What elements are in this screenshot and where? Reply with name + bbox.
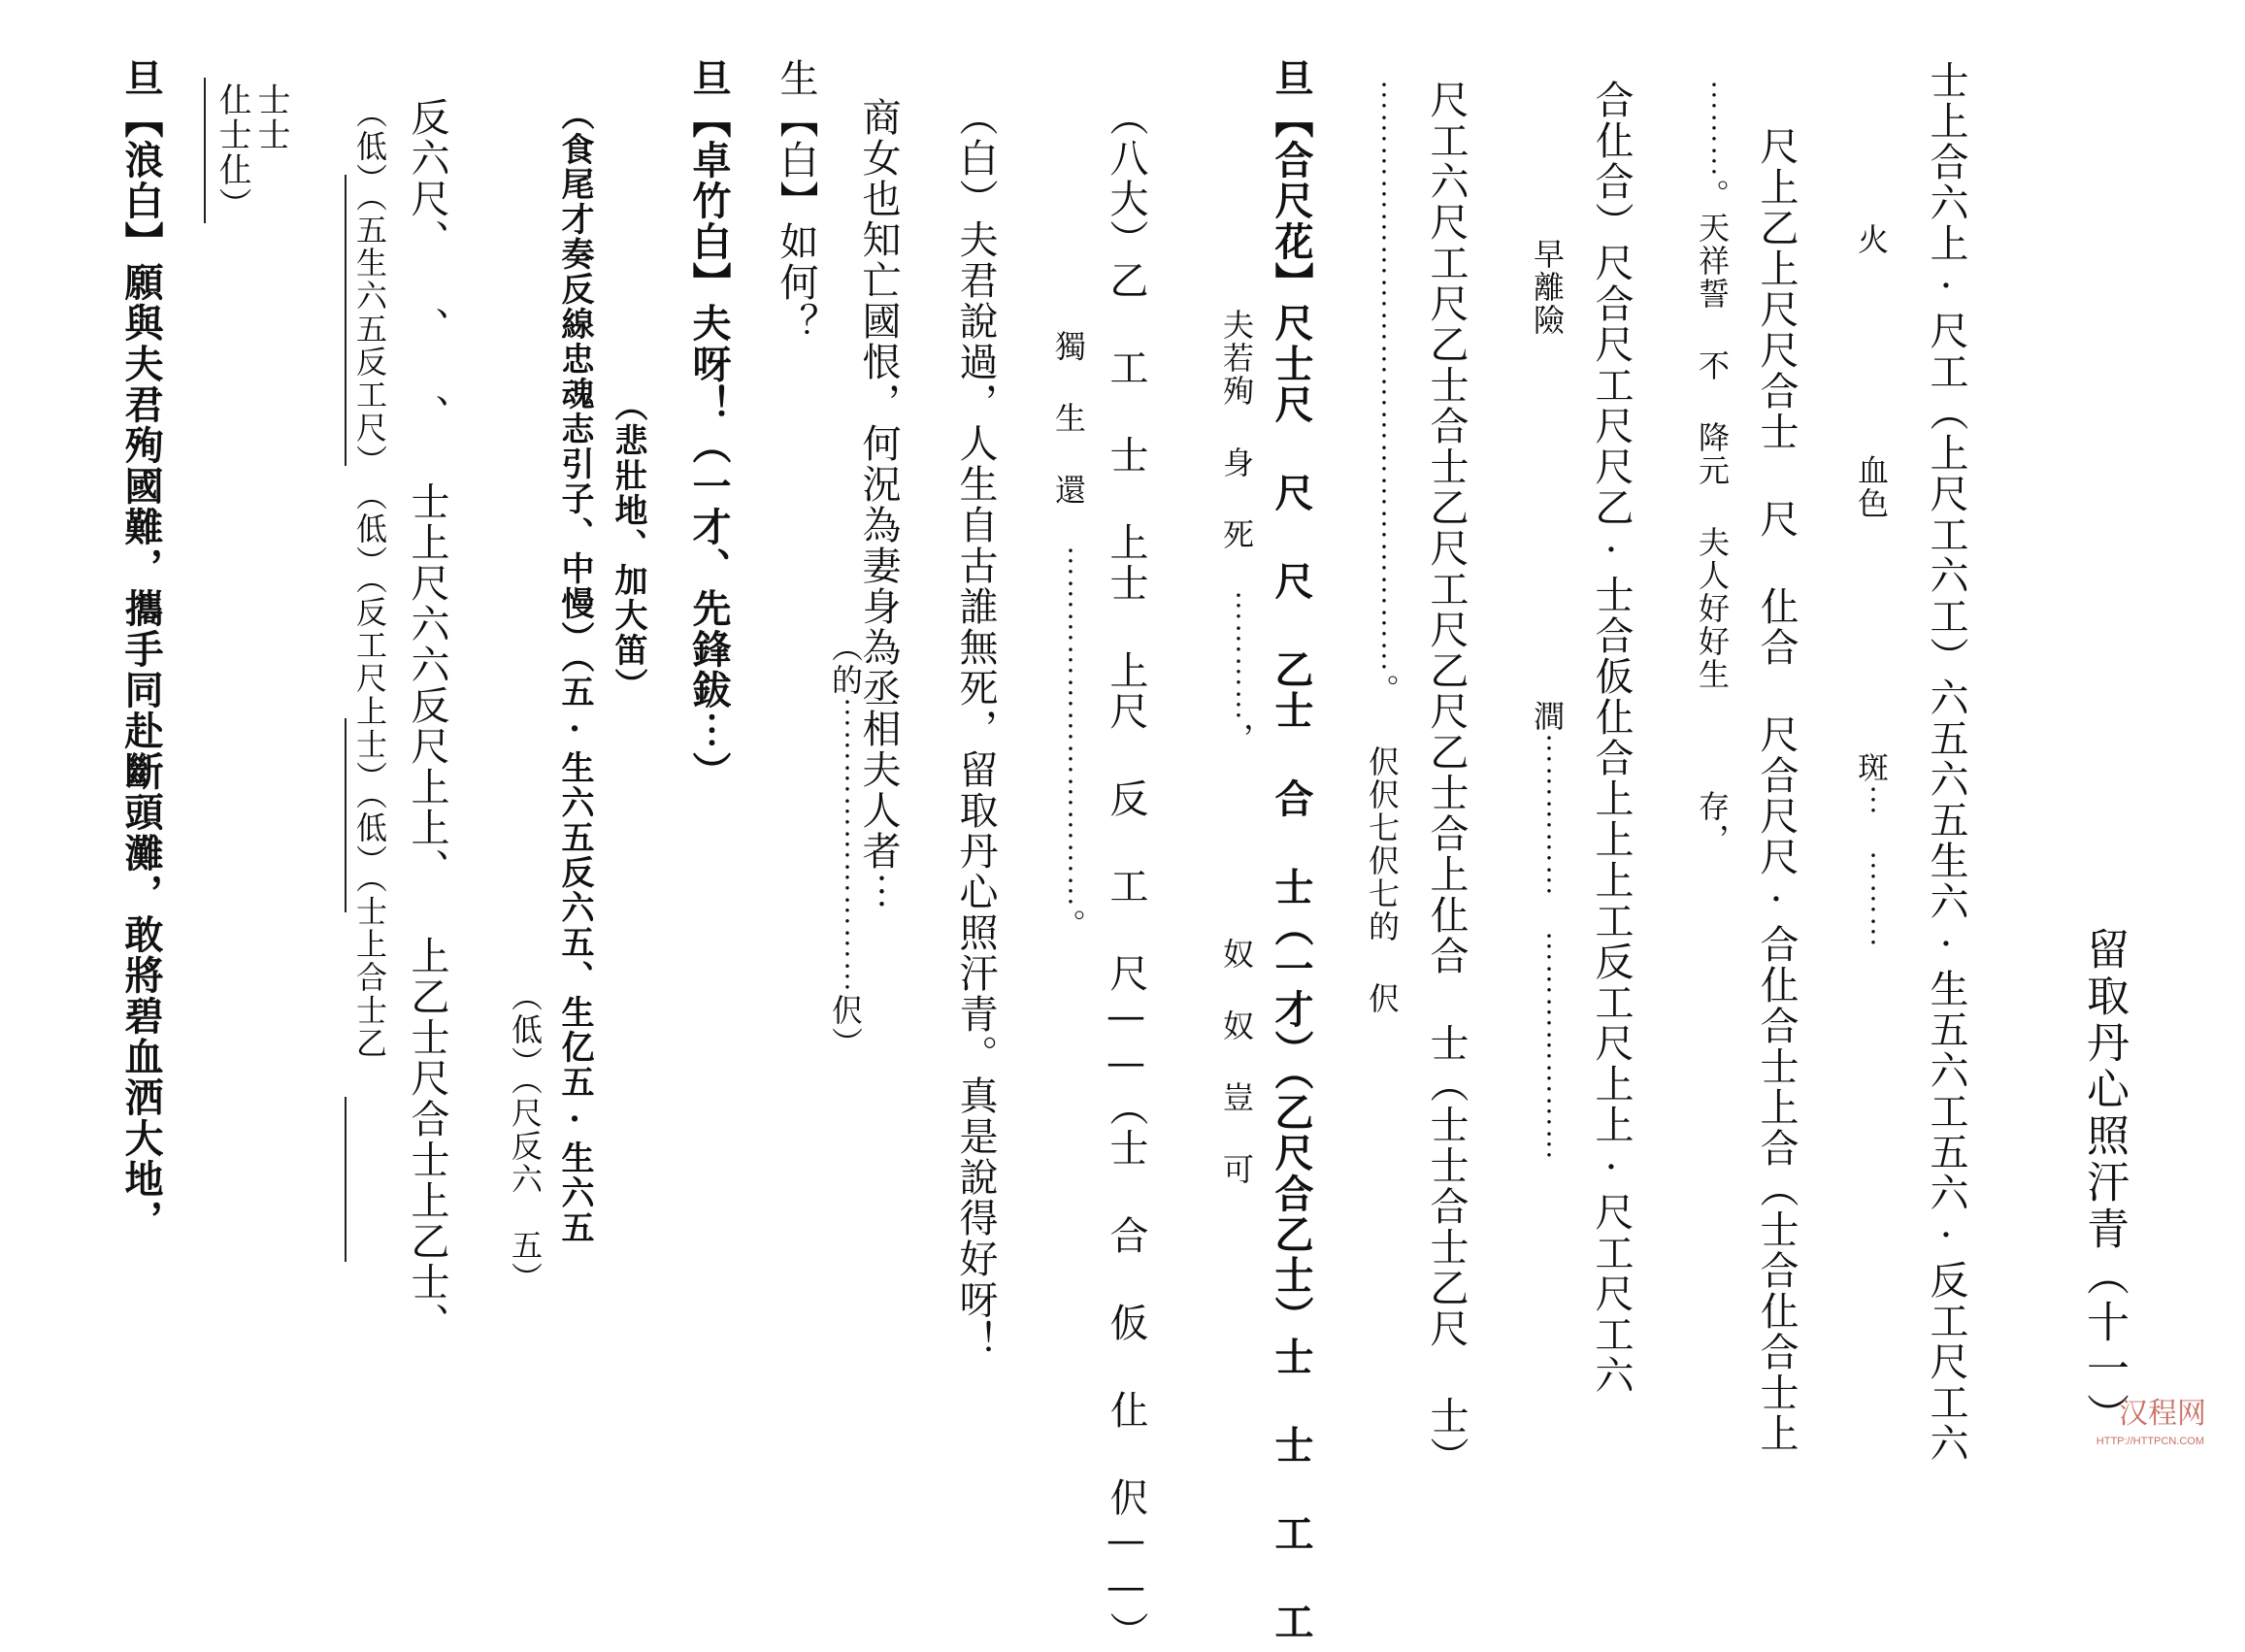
speaker-column: 生【白】如何？	[774, 58, 818, 344]
watermark-logo: 汉程网	[2119, 1398, 2206, 1430]
notation-column: 仩士仩）	[213, 83, 251, 222]
notation-column: 尺上乙上尺尺合士 尺 仩合 尺合尺尺·合仩合士上合（士合仩合士上	[1754, 126, 1799, 1454]
low-register-column: （低）（五生六五反工尺） （低）（反工尺上士）（低）（士上合士乙	[351, 97, 388, 1060]
rule-line	[345, 718, 347, 912]
lyric-column: 獨 生 還 ⋯⋯⋯⋯⋯⋯⋯⋯⋯⋯⋯。	[1050, 330, 1087, 942]
lyric-column: 旦【浪白】願與夫君殉國難，攜手同赴斷頭灘，敢將碧血洒大地，	[118, 58, 164, 1240]
notation-column: 反六尺、 、 、 士上尺六六反尺上上、 上乙士尺合士上乙士、	[405, 97, 449, 1343]
rule-line	[204, 78, 206, 223]
lyric-column: 早離險 澗⋯⋯⋯⋯⋯ ⋯⋯⋯⋯⋯⋯⋯	[1529, 238, 1566, 1162]
rule-line	[345, 1097, 347, 1262]
lyric-column: 夫若殉 身 死 ⋯⋯⋯⋯， 奴 奴 豈 可	[1218, 309, 1255, 1186]
speaker-column: 旦【卓竹白】夫呀！（一才、先鋒鈸⋯）	[686, 58, 732, 792]
low-register-column: （低）（尺反六 五）	[507, 980, 544, 1295]
dialogue-column: 商女也知亡國恨，何況為妻身為丞相夫人者⋯	[856, 97, 901, 912]
notation-column: 士上合六上·尺工（上尺工六工）六五六五生六·生五六工五六·反工尺工六	[1924, 60, 1968, 1464]
watermark-url: HTTP://HTTPCN.COM	[2096, 1436, 2204, 1447]
instruction-column: （食尾才奏反線忠魂志引子、中慢）（五·生六五反六五、生亿五·生六五	[555, 97, 594, 1245]
rule-line	[345, 175, 347, 466]
dialogue-column: （白）夫君說過，人生自古誰無死，留取丹心照汗青。真是說得好呀！	[953, 97, 998, 1361]
notation-column: 士士	[251, 83, 290, 152]
notation-column: 合仩合）尺合尺工尺尺乙·士合仮仩合上上上工反工尺上上·尺工尺工六	[1589, 80, 1634, 1396]
notation-column: 尺工六尺工尺乙士合士乙尺工尺乙尺乙士合上仩合 士（士士合士乙尺 士）	[1424, 80, 1469, 1477]
lyric-column: ⋯⋯⋯⋯⋯⋯⋯⋯⋯⋯⋯⋯⋯⋯⋯⋯⋯⋯。 伬伬七伬七的 伬	[1364, 80, 1401, 1015]
page-title: 留取丹心照汗青（十一）	[2079, 927, 2129, 1439]
notation-column: （八大）乙 工 士 上士 上尺 反 工 尺——（士 合 仮 仩 伬——）	[1104, 97, 1148, 1652]
lyric-column: 火 血色 斑⋯ ⋯⋯⋯	[1853, 223, 1890, 949]
cue-column: （悲壯地、加大笛）	[609, 388, 647, 703]
lyric-column: ⋯⋯⋯。天祥誓 不 降元 夫人好好生 存，	[1694, 80, 1731, 856]
section-column: 旦【合尺花】尺士尺 尺 尺 乙士 合 士（一才）（乙尺合乙士）士 士 工 工	[1269, 58, 1314, 1642]
cue-column: （的⋯⋯⋯⋯⋯⋯⋯⋯⋯伬）	[827, 631, 864, 1060]
